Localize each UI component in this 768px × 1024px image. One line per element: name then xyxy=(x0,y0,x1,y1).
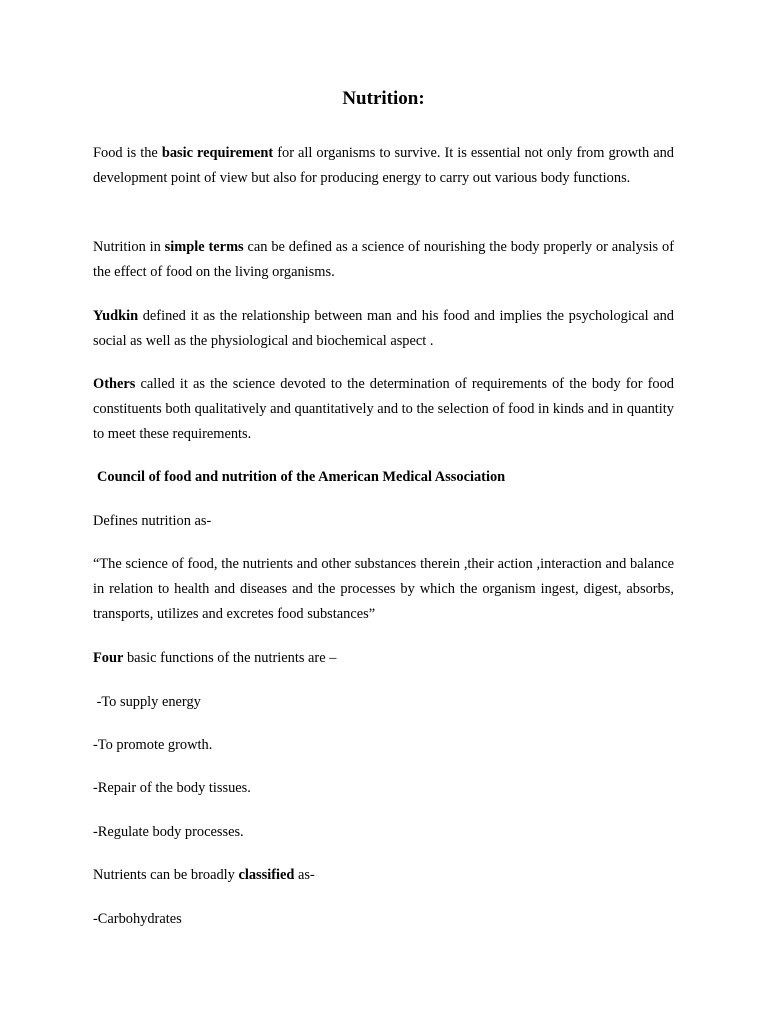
functions-intro xyxy=(93,646,674,671)
text-segment: defined it as the relationship between man and his food and implies the psychological and social as well as the physiological and biochemical aspect . xyxy=(93,308,674,349)
bold-term: basic requirement xyxy=(161,145,274,161)
text-segment: Nutrients can be broadly xyxy=(93,867,239,883)
quote-paragraph: “The science of food, the nutrients and other substances therein ,their action ,interaction and balance in relation to health and diseases and the processes by which the organism ingest, digest, absorbs, transports, utilizes and excretes food substances” xyxy=(93,556,674,622)
class-item: -Carbohydrates xyxy=(93,911,182,927)
text-segment: basic functions of the nutrients are – xyxy=(123,650,337,666)
bold-term: Yudkin xyxy=(93,308,139,324)
text-segment: called it as the science devoted to the determination of requirements of the body for food constituents both qualitatively and quantitatively and to the selection of food in kinds and in quantity to meet these requirements. xyxy=(93,376,674,442)
text-segment: Nutrition in xyxy=(93,239,165,255)
bold-term: Four xyxy=(93,650,124,666)
paragraph-simple-terms xyxy=(93,235,674,285)
paragraph-food-basic-requirement xyxy=(93,141,674,191)
text-segment: as- xyxy=(294,867,315,883)
function-item: -Regulate body processes. xyxy=(93,824,244,840)
document-page xyxy=(93,0,674,1024)
function-item: -To supply energy xyxy=(93,694,201,710)
bold-term: classified xyxy=(238,867,295,883)
page-title: Nutrition: xyxy=(342,88,425,109)
function-item: -To promote growth. xyxy=(93,737,213,753)
text-segment: Food is the xyxy=(93,145,162,161)
bold-term: Others xyxy=(93,376,136,392)
defines-line: Defines nutrition as- xyxy=(93,513,212,529)
bold-term: simple terms xyxy=(164,239,244,255)
function-item: -Repair of the body tissues. xyxy=(93,780,251,796)
paragraph-others xyxy=(93,372,674,447)
paragraph-yudkin xyxy=(93,304,674,354)
council-heading: Council of food and nutrition of the American Medical Association xyxy=(97,469,506,485)
classified-intro xyxy=(93,863,674,888)
text-segment: for all organisms to survive. It is essential not only from growth and development point of view but also for producing energy to carry out various body functions. xyxy=(93,145,675,186)
text-segment: can be defined as a science of nourishing the body properly or analysis of the effect of food on the living organisms. xyxy=(93,239,674,280)
